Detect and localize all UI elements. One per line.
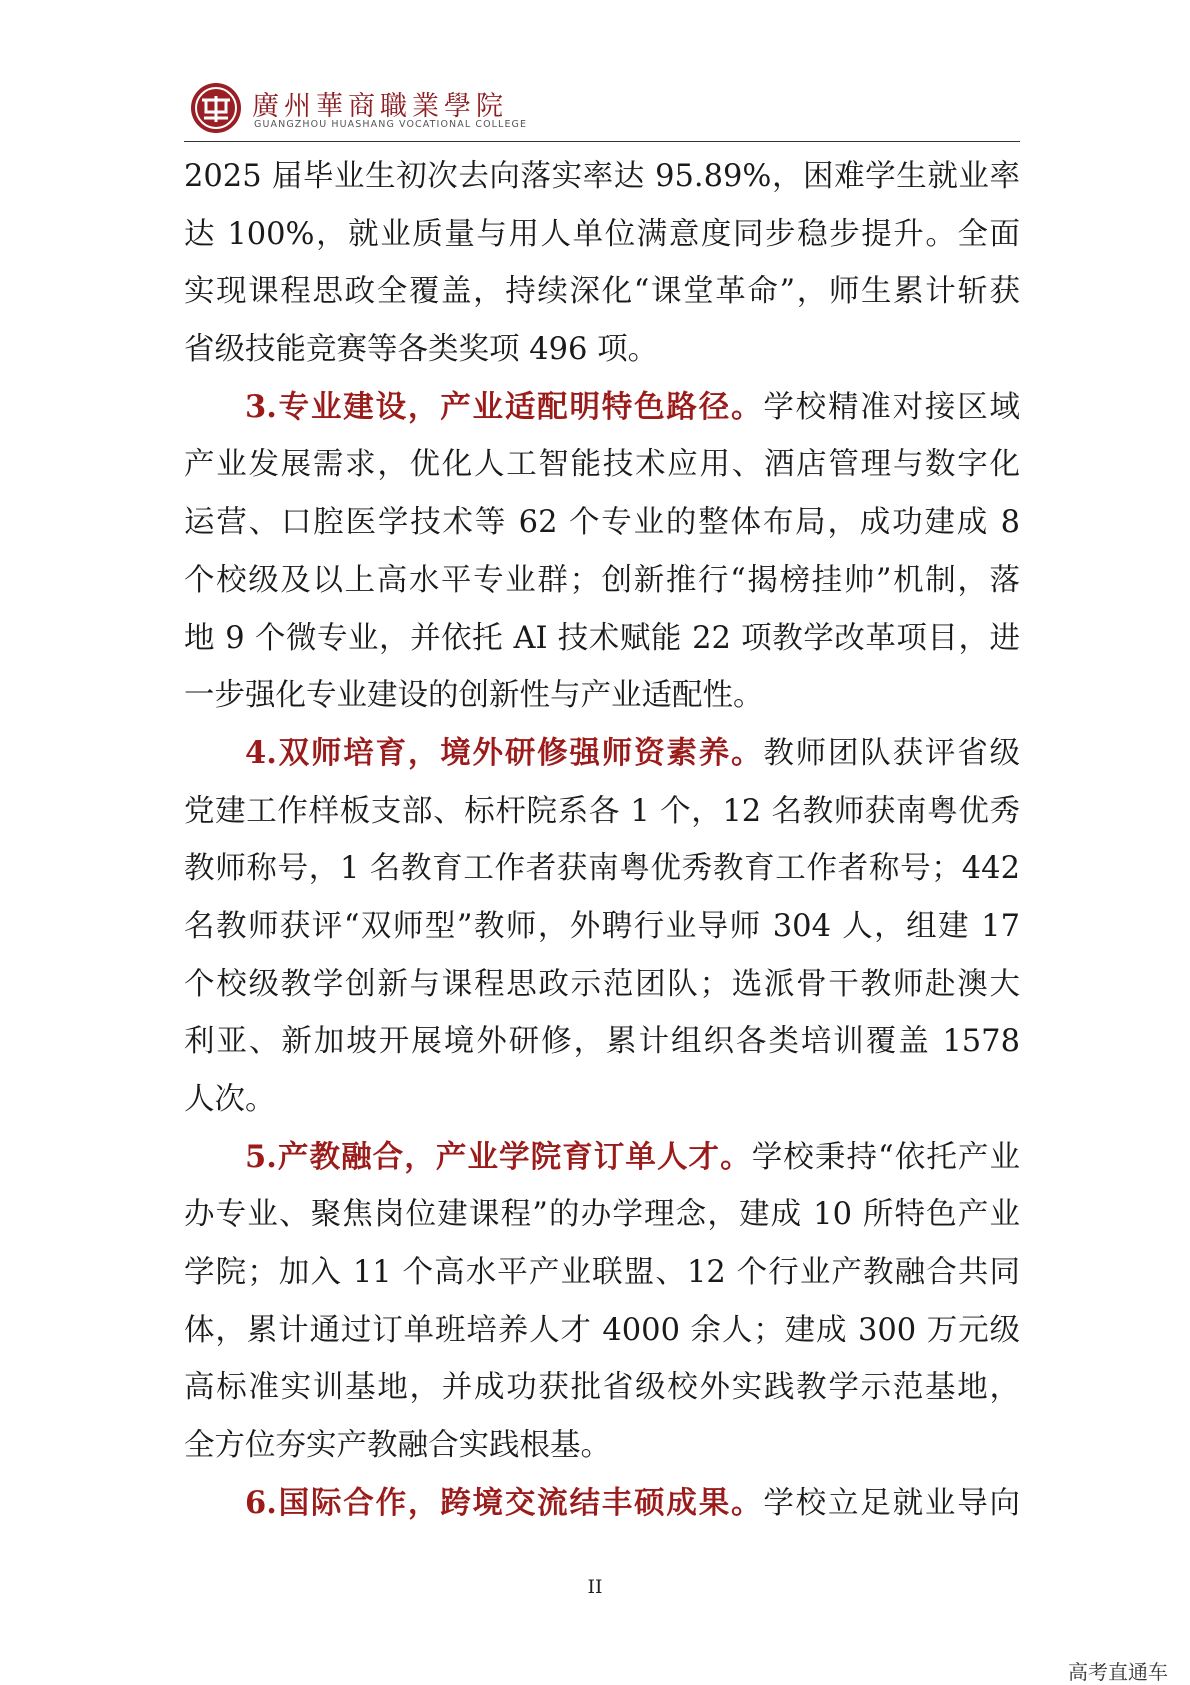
line-text: 教师团队获评省级	[763, 735, 1020, 771]
text-line	[184, 1417, 1020, 1475]
line-text: 学院；加入 11 个高水平产业联盟、12 个行业产教融合共同	[184, 1255, 1020, 1291]
line-text: 学校立足就业导向	[763, 1485, 1020, 1521]
paragraph-heading-line	[184, 725, 1020, 783]
line-text: 一步强化专业建设的创新性与产业适配性。	[184, 678, 764, 714]
line-text: 实现课程思政全覆盖，持续深化“课堂革命”，师生累计斩获	[184, 274, 1020, 310]
line-text: 办专业、聚焦岗位建课程”的办学理念，建成 10 所特色产业	[184, 1197, 1020, 1233]
header-divider	[184, 141, 1020, 142]
text-line	[184, 840, 1020, 898]
paragraph-heading-line	[184, 1475, 1020, 1533]
text-line	[184, 206, 1020, 264]
line-text: 个校级教学创新与课程思政示范团队；选派骨干教师赴澳大	[184, 966, 1020, 1002]
text-line	[184, 1186, 1020, 1244]
line-text: 达 100%，就业质量与用人单位满意度同步稳步提升。全面	[184, 216, 1020, 252]
college-logo-icon	[190, 82, 242, 134]
document-body	[184, 148, 1020, 1533]
line-text: 个校级及以上高水平专业群；创新推行“揭榜挂帅”机制，落	[184, 562, 1020, 598]
line-text: 体，累计通过订单班培养人才 4000 余人；建成 300 万元级	[184, 1312, 1020, 1348]
text-line	[184, 494, 1020, 552]
school-name-chinese: 廣州華商職業學院	[252, 91, 508, 122]
section-heading: 5.产教融合，产业学院育订单人才。	[245, 1138, 752, 1175]
text-line	[184, 1359, 1020, 1417]
paragraph-heading-line	[184, 379, 1020, 437]
text-line	[184, 898, 1020, 956]
page-number: II	[587, 1576, 603, 1598]
text-line	[184, 1071, 1020, 1129]
line-text: 运营、口腔医学技术等 62 个专业的整体布局，成功建成 8	[184, 505, 1020, 541]
line-text: 高标准实训基地，并成功获批省级校外实践教学示范基地，	[184, 1370, 1020, 1406]
section-heading: 6.国际合作，跨境交流结丰硕成果。	[245, 1484, 764, 1521]
school-name-english: GUANGZHOU HUASHANG VOCATIONAL COLLEGE	[254, 119, 528, 130]
line-text: 人次。	[184, 1082, 276, 1117]
watermark: 高考直通车	[1068, 1660, 1168, 1684]
text-line	[184, 610, 1020, 668]
line-text: 学校秉持“依托产业	[751, 1139, 1020, 1175]
paragraph-heading-line	[184, 1129, 1020, 1187]
text-line	[184, 1013, 1020, 1071]
text-line	[184, 263, 1020, 321]
line-text: 教师称号，1 名教育工作者获南粤优秀教育工作者称号；442	[184, 851, 1020, 887]
line-text: 全方位夯实产教融合实践根基。	[184, 1428, 611, 1464]
page-header	[190, 82, 1020, 144]
text-line	[184, 667, 1020, 725]
line-text: 2025 届毕业生初次去向落实率达 95.89%，困难学生就业率	[184, 159, 1020, 194]
section-heading: 4.双师培育，境外研修强师资素养。	[245, 734, 764, 771]
text-line	[184, 436, 1020, 494]
text-line	[184, 552, 1020, 610]
line-text: 学校精准对接区域	[763, 389, 1020, 425]
line-text: 省级技能竞赛等各类奖项 496 项。	[184, 332, 659, 368]
text-line	[184, 1244, 1020, 1302]
line-text: 利亚、新加坡开展境外研修，累计组织各类培训覆盖 1578	[184, 1024, 1020, 1060]
text-line	[184, 1302, 1020, 1360]
text-line	[184, 321, 1020, 379]
line-text: 产业发展需求，优化人工智能技术应用、酒店管理与数字化	[184, 447, 1020, 483]
line-text: 名教师获评“双师型”教师，外聘行业导师 304 人，组建 17	[184, 908, 1020, 944]
section-heading: 3.专业建设，产业适配明特色路径。	[245, 388, 764, 425]
text-line	[184, 956, 1020, 1014]
line-text: 党建工作样板支部、标杆院系各 1 个，12 名教师获南粤优秀	[184, 793, 1020, 829]
line-text: 地 9 个微专业，并依托 AI 技术赋能 22 项教学改革项目，进	[184, 620, 1020, 656]
text-line	[184, 783, 1020, 841]
text-line	[184, 148, 1020, 206]
